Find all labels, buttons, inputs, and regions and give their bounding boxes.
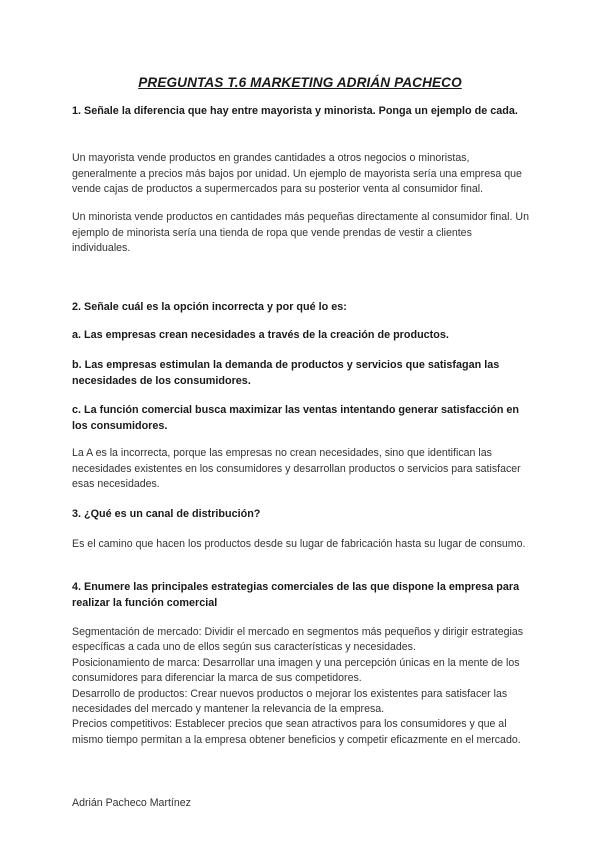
question-4: 4. Enumere las principales estrategias comerciales de las que dispone la empresa para realizar la función comercial (72, 581, 520, 609)
strategy-precios-competitivos: Precios competitivos: Establecer precios que sean atractivos para los consumidores y que al mismo tiempo permitan a la empresa obtener beneficios y competir eficazmente en el mercado. (72, 718, 521, 746)
answer-3: Es el camino que hacen los productos desde su lugar de fabricación hasta su lugar de consumo. (72, 538, 526, 550)
answer-1-minorista: Un minorista vende productos en cantidades más pequeñas directamente al consumidor final. Un ejemplo de minorista sería una tienda de ropa que vende prendas de vestir a clientes individuales. (72, 211, 529, 255)
question-2-option-c: c. La función comercial busca maximizar las ventas intentando generar satisfacción en los consumidores. (72, 404, 520, 432)
author-signature: Adrián Pacheco Martínez (72, 797, 191, 809)
page-title: PREGUNTAS T.6 MARKETING ADRIÁN PACHECO (138, 75, 462, 90)
strategy-posicionamiento: Posicionamiento de marca: Desarrollar una imagen y una percepción únicas en la mente de los consumidores para diferenciar la marca de sus competidores. (72, 656, 520, 685)
strategy-desarrollo-productos: Desarrollo de productos: Crear nuevos productos o mejorar los existentes para satisfacer las necesidades del mercado y mantener la relevancia de la empresa. (72, 687, 508, 716)
question-2-option-a: a. Las empresas crean necesidades a través de la creación de productos. (72, 329, 449, 341)
strategy-segmentacion: Segmentación de mercado: Dividir el mercado en segmentos más pequeños y dirigir estrategias específicas a cada uno de ellos según sus características y necesidades. (72, 626, 524, 654)
question-3: 3. ¿Qué es un canal de distribución? (72, 508, 261, 520)
question-2: 2. Señale cuál es la opción incorrecta y por qué lo es: (72, 301, 347, 313)
strategies-list (72, 625, 532, 748)
answer-1-mayorista: Un mayorista vende productos en grandes cantidades a otros negocios o minoristas, generalmente a precios más bajos por unidad. Un ejemplo de mayorista sería una empresa que vende cajas de productos a supermercados para su posterior venta al consumidor final. (72, 152, 522, 196)
question-2-option-b: b. Las empresas estimulan la demanda de productos y servicios que satisfagan las necesidades de los consumidores. (72, 359, 500, 387)
answer-2: La A es la incorrecta, porque las empresas no crean necesidades, sino que identifican las necesidades existentes en los consumidores y desarrollan productos o servicios para satisfacer esas necesidades. (72, 447, 521, 491)
question-1: 1. Señale la diferencia que hay entre mayorista y minorista. Ponga un ejemplo de cada. (72, 105, 518, 117)
